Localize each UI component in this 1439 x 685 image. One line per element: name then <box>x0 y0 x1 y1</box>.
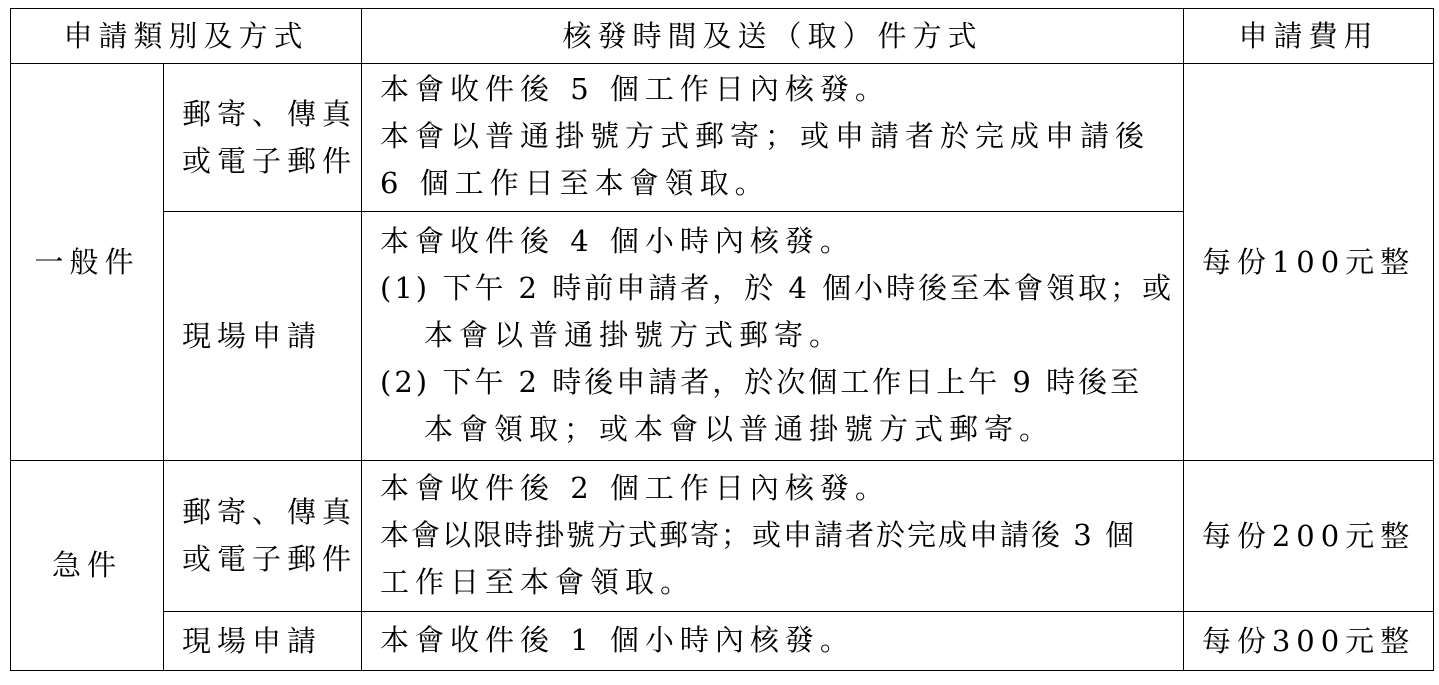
general-onsite-method: 現場申請 <box>164 212 362 461</box>
urgent-mail-line-1: 本會收件後 2 個工作日內核發。 <box>380 470 890 505</box>
application-fee-table <box>10 8 1434 671</box>
general-onsite-item-1-cont: 本會以普通掛號方式郵寄。 <box>424 317 845 352</box>
urgent-category: 急件 <box>11 461 164 671</box>
general-mail-row <box>11 64 1434 212</box>
header-category: 申請類別及方式 <box>11 9 362 64</box>
urgent-mail-line-3: 工作日至本會領取。 <box>380 564 696 599</box>
general-onsite-description <box>362 212 1184 461</box>
general-onsite-item-1: (1) 下午 2 時前申請者，於 4 個小時後至本會領取；或 <box>380 270 1175 305</box>
header-fee: 申請費用 <box>1184 9 1434 64</box>
general-mail-line-3: 6 個工作日至本會領取。 <box>380 166 770 200</box>
general-mail-method <box>164 64 362 212</box>
urgent-onsite-description <box>362 612 1184 671</box>
urgent-mail-method <box>164 461 362 612</box>
urgent-mail-line-2: 本會以限時掛號方式郵寄；或申請者於完成申請後 3 個 <box>380 517 1136 552</box>
general-onsite-line-1: 本會收件後 4 個小時內核發。 <box>380 223 855 258</box>
urgent-mail-method-line2: 或電子郵件 <box>182 542 358 576</box>
general-mail-line-2: 本會以普通掛號方式郵寄；或申請者於完成申請後 <box>380 119 1151 153</box>
general-mail-method-line1: 郵寄、傳真 <box>182 96 358 131</box>
header-row <box>11 9 1434 64</box>
urgent-mail-method-line1: 郵寄、傳真 <box>182 495 358 529</box>
general-onsite-item-2: (2) 下午 2 時後申請者，於次個工作日上午 9 時後至 <box>380 364 1143 399</box>
urgent-onsite-method: 現場申請 <box>164 612 362 671</box>
general-mail-line-1: 本會收件後 5 個工作日內核發。 <box>380 72 890 106</box>
general-category: 一般件 <box>11 64 164 461</box>
general-onsite-item-2-cont: 本會領取；或本會以普通掛號方式郵寄。 <box>424 411 1055 446</box>
general-mail-method-line2: 或電子郵件 <box>182 143 358 178</box>
header-issuance: 核發時間及送（取）件方式 <box>362 9 1184 64</box>
urgent-onsite-row <box>11 612 1434 671</box>
general-mail-description <box>362 64 1184 212</box>
urgent-mail-fee: 每份200元整 <box>1184 461 1434 612</box>
general-fee: 每份100元整 <box>1184 64 1434 461</box>
urgent-mail-description <box>362 461 1184 612</box>
urgent-mail-row <box>11 461 1434 612</box>
urgent-onsite-line-1: 本會收件後 1 個小時內核發。 <box>380 622 855 657</box>
urgent-onsite-fee: 每份300元整 <box>1184 612 1434 671</box>
